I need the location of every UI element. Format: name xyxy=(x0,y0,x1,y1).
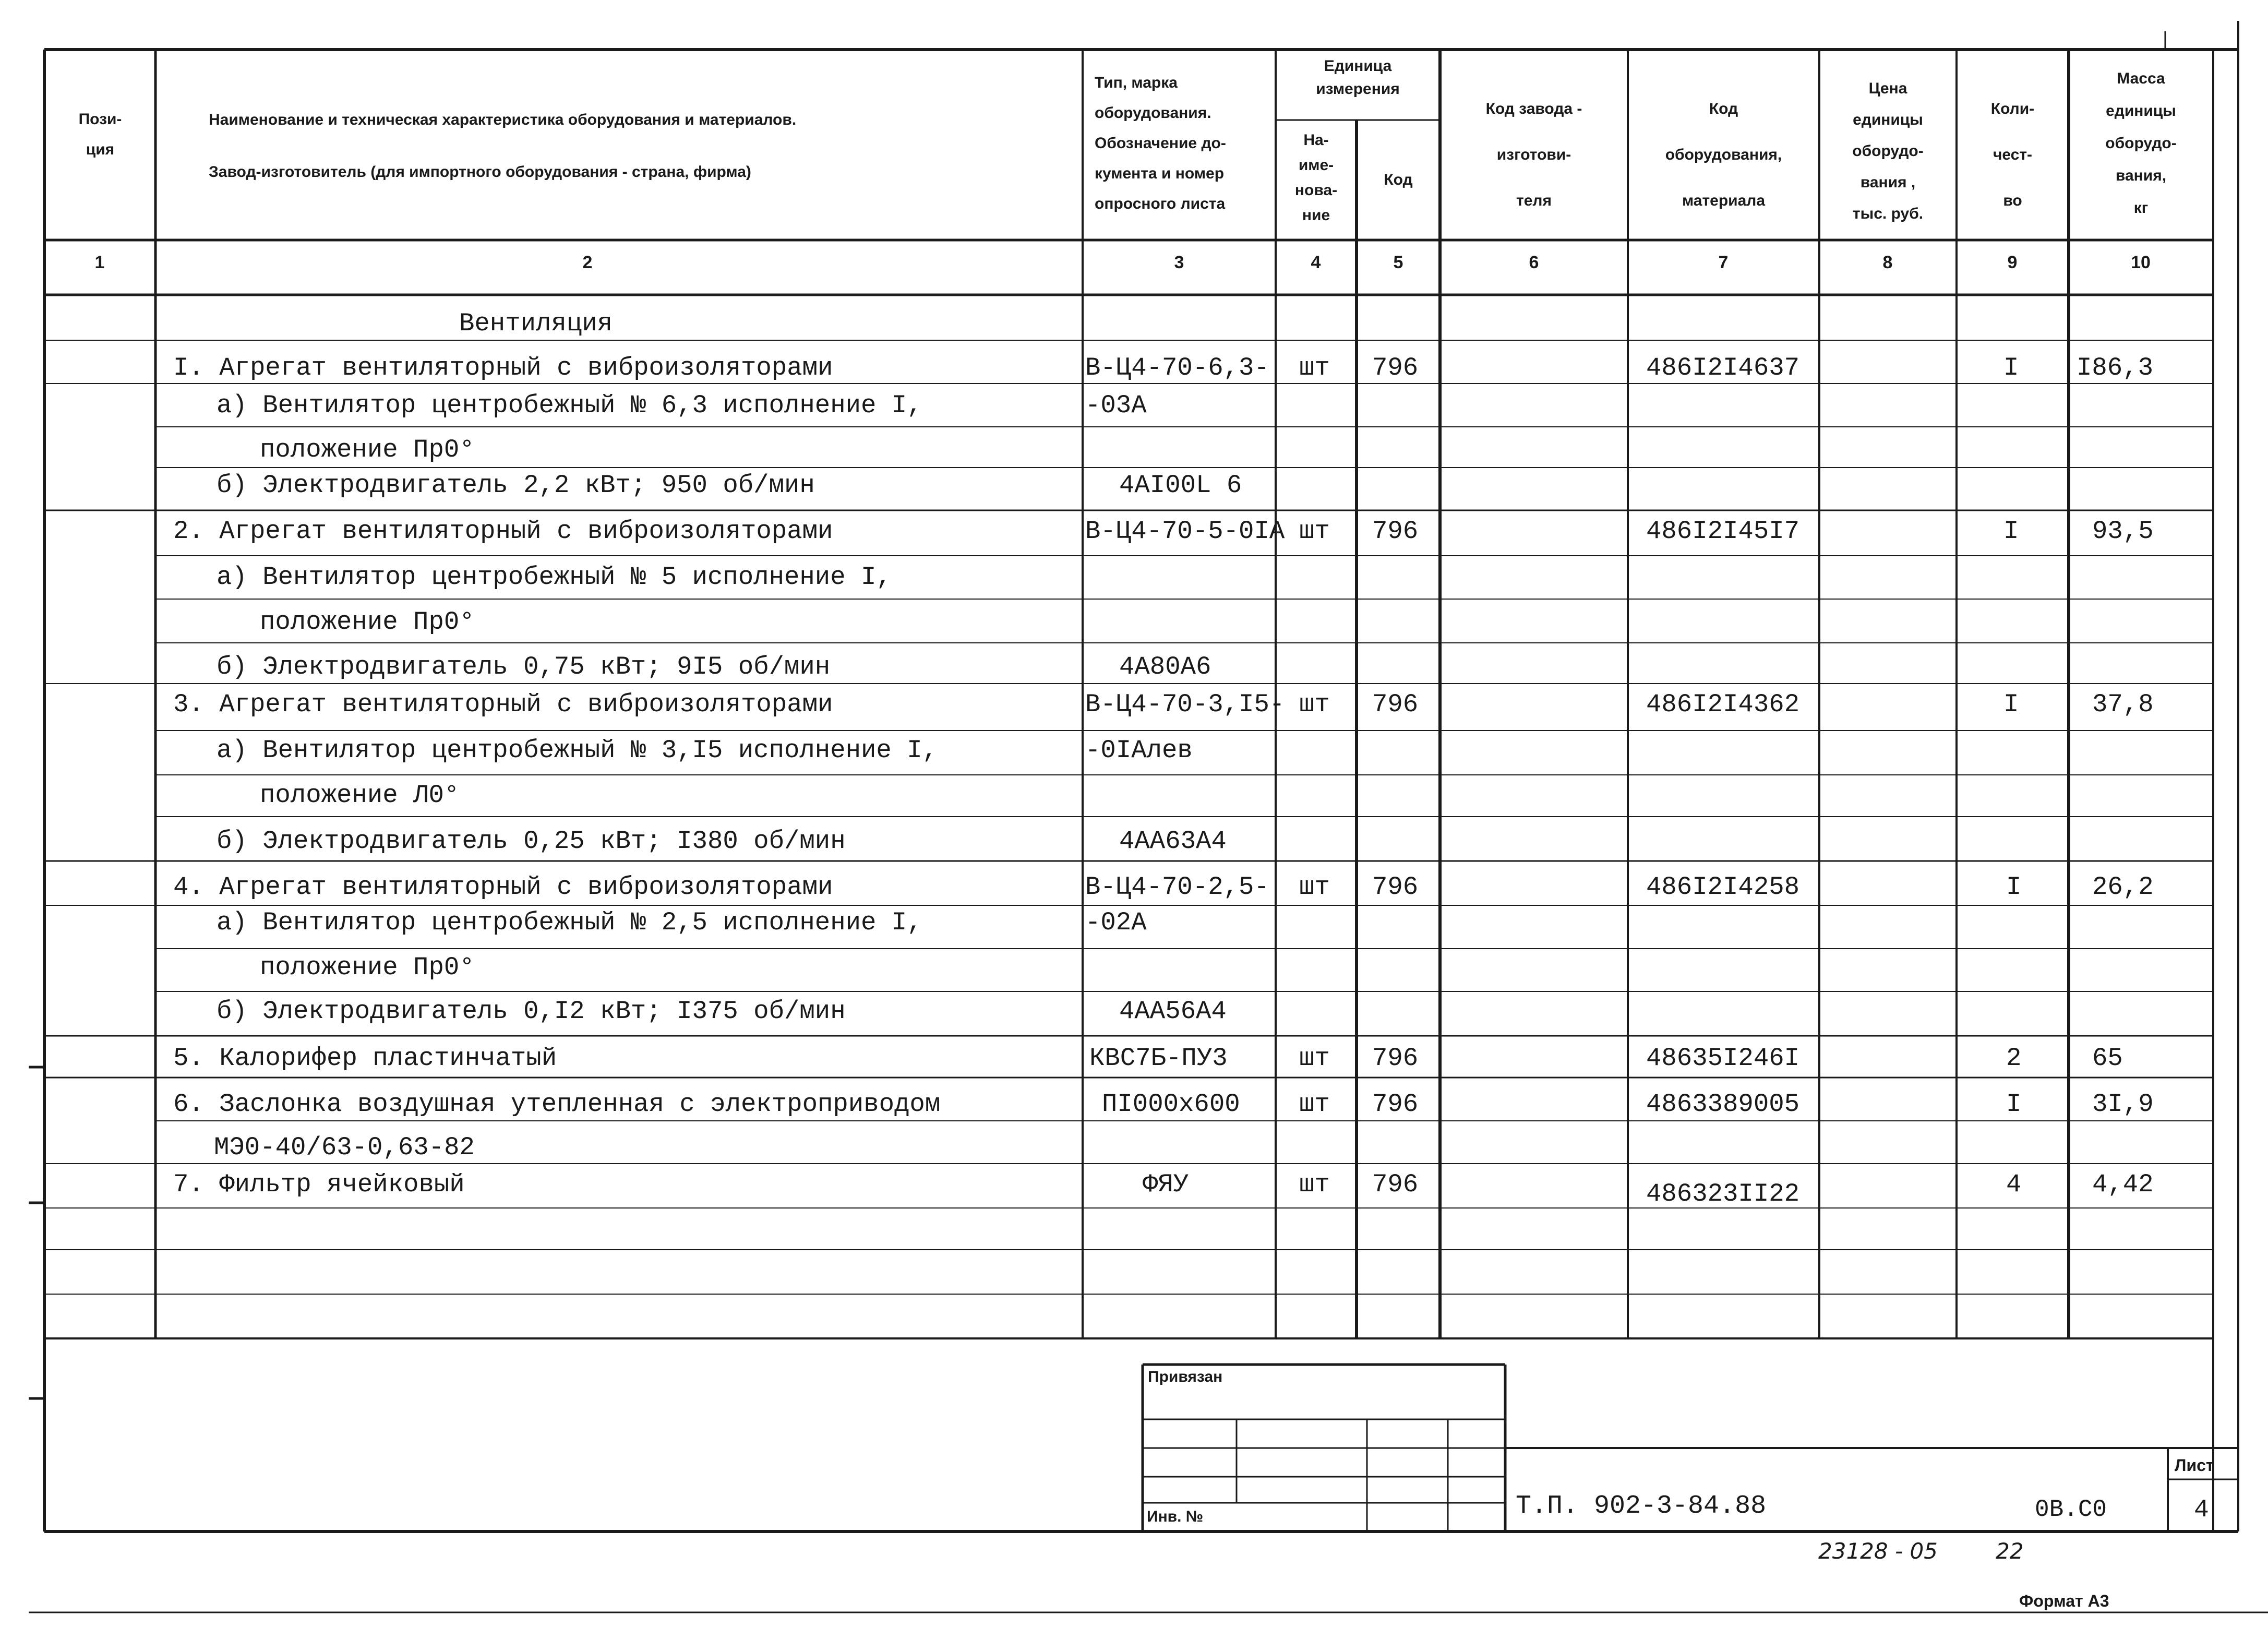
header-col-equipment-code: Код оборудования, материала xyxy=(1665,100,1782,209)
item-quantity: I xyxy=(2003,353,2019,382)
item-type: В-Ц4-70-6,3- xyxy=(1085,353,1269,382)
item-type: -02А xyxy=(1085,908,1147,937)
item-unit: шт xyxy=(1299,1170,1330,1199)
format-label: Формат А3 xyxy=(2019,1592,2109,1610)
stamp-sheet-label: Лист xyxy=(2175,1456,2214,1475)
column-number: 7 xyxy=(1718,253,1729,272)
column-number: 8 xyxy=(1882,253,1893,272)
item-name: 5. Калорифер пластинчатый xyxy=(173,1044,557,1073)
item-mass: 93,5 xyxy=(2092,517,2154,546)
item-equipment-code: 486I2I4637 xyxy=(1646,353,1800,382)
item-equipment-code: 486I2I4258 xyxy=(1646,872,1800,902)
item-name: 7. Фильтр ячейковый xyxy=(173,1170,465,1199)
item-name: положение Пр0° xyxy=(260,953,475,982)
item-unit-code: 796 xyxy=(1372,690,1419,719)
header-col-unit-code: Код xyxy=(1384,171,1413,188)
item-type: ФЯУ xyxy=(1143,1170,1189,1199)
item-name: положение Л0° xyxy=(260,781,460,810)
item-equipment-code: 4863389005 xyxy=(1646,1090,1800,1119)
item-type: 4АА63А4 xyxy=(1119,827,1227,856)
column-number: 4 xyxy=(1311,253,1321,272)
item-quantity: I xyxy=(2003,517,2019,546)
stamp-inventory-label: Инв. № xyxy=(1147,1508,1204,1525)
item-unit: шт xyxy=(1299,872,1330,902)
stamp-sheet-number: 4 xyxy=(2194,1496,2209,1524)
item-quantity: 4 xyxy=(2006,1170,2022,1199)
item-name: б) Электродвигатель 0,75 кВт; 9I5 об/мин xyxy=(217,652,831,681)
column-number: 6 xyxy=(1529,253,1539,272)
item-unit: шт xyxy=(1299,1044,1330,1073)
item-type: В-Ц4-70-3,I5- xyxy=(1085,690,1285,719)
header-col-position: Пози- ция xyxy=(78,111,122,158)
item-mass: 37,8 xyxy=(2092,690,2154,719)
item-name: МЭ0-40/63-0,63-82 xyxy=(214,1133,475,1162)
item-type: ПI000х600 xyxy=(1102,1090,1240,1119)
item-quantity: I xyxy=(2006,872,2022,902)
handwritten-sheet: 22 xyxy=(1996,1538,2024,1564)
column-number: 10 xyxy=(2131,253,2151,272)
item-type: В-Ц4-70-2,5- xyxy=(1085,872,1269,902)
section-title: Вентиляция xyxy=(459,309,613,338)
item-name: а) Вентилятор центробежный № 3,I5 исполнение I, xyxy=(217,736,938,765)
item-unit: шт xyxy=(1299,517,1330,546)
item-type: В-Ц4-70-5-0IА xyxy=(1085,517,1285,546)
item-name: а) Вентилятор центробежный № 5 исполнение I, xyxy=(217,563,892,592)
item-name: 2. Агрегат вентиляторный с виброизоляторами xyxy=(173,517,833,546)
item-name: положение Пр0° xyxy=(260,607,475,637)
item-name: б) Электродвигатель 0,25 кВт; I380 об/мин xyxy=(217,827,846,856)
item-type: 4АА56А4 xyxy=(1119,997,1227,1026)
header-col-type: Тип, марка оборудования. Обозначение до- кумента и номер опросного листа xyxy=(1095,74,1226,212)
item-unit-code: 796 xyxy=(1372,353,1419,382)
header-col-mass: Масса единицы оборудо- вания, кг xyxy=(2105,70,2177,217)
item-unit-code: 796 xyxy=(1372,872,1419,902)
item-unit-code: 796 xyxy=(1372,517,1419,546)
item-unit: шт xyxy=(1299,353,1330,382)
item-equipment-code: 486I2I45I7 xyxy=(1646,517,1800,546)
item-name: б) Электродвигатель 2,2 кВт; 950 об/мин xyxy=(217,471,815,500)
item-equipment-code: 486I2I4362 xyxy=(1646,690,1800,719)
header-col-quantity: Коли- чест- во xyxy=(1990,100,2035,209)
item-name: а) Вентилятор центробежный № 6,3 исполнение I, xyxy=(217,391,922,420)
item-name: а) Вентилятор центробежный № 2,5 исполнение I, xyxy=(217,908,922,937)
column-number: 1 xyxy=(94,253,105,272)
item-unit: шт xyxy=(1299,1090,1330,1119)
item-quantity: I xyxy=(2006,1090,2022,1119)
item-name: 3. Агрегат вентиляторный с виброизоляторами xyxy=(173,690,833,719)
item-quantity: I xyxy=(2003,690,2019,719)
item-quantity: 2 xyxy=(2006,1044,2022,1073)
item-mass: 26,2 xyxy=(2092,872,2154,902)
item-mass: 3I,9 xyxy=(2092,1090,2154,1119)
item-type: -0IАлев xyxy=(1085,736,1193,765)
item-unit-code: 796 xyxy=(1372,1170,1419,1199)
item-type: -03А xyxy=(1085,391,1147,420)
item-equipment-code: 48635I246I xyxy=(1646,1044,1800,1073)
column-number: 2 xyxy=(582,253,593,272)
item-name: положение Пр0° xyxy=(260,435,475,464)
column-number: 5 xyxy=(1393,253,1403,272)
item-mass: 4,42 xyxy=(2092,1170,2154,1199)
handwritten-number: 23128 - 05 xyxy=(1818,1538,1938,1564)
header-col-unit-name: На- име- нова- ние xyxy=(1294,131,1338,224)
item-name: б) Электродвигатель 0,I2 кВт; I375 об/мин xyxy=(217,997,846,1026)
item-name: 4. Агрегат вентиляторный с виброизоляторами xyxy=(173,872,833,902)
item-type: 4А80А6 xyxy=(1119,652,1211,681)
item-mass: 65 xyxy=(2092,1044,2123,1073)
stamp-document-section: 0В.С0 xyxy=(2035,1496,2107,1523)
item-unit-code: 796 xyxy=(1372,1044,1419,1073)
item-unit-code: 796 xyxy=(1372,1090,1419,1119)
header-unit-group: Единица измерения xyxy=(1316,57,1400,98)
header-col-price: Цена единицы оборудо- вания , тыс. руб. xyxy=(1852,80,1924,222)
item-unit: шт xyxy=(1299,690,1330,719)
column-number: 3 xyxy=(1174,253,1184,272)
stamp-document-code: Т.П. 902-3-84.88 xyxy=(1516,1491,1767,1521)
item-mass: I86,3 xyxy=(2077,353,2154,382)
header-col-factory-code: Код завода - изготови- теля xyxy=(1485,100,1582,209)
column-number: 9 xyxy=(2007,253,2018,272)
item-name: 6. Заслонка воздушная утепленная с электроприводом xyxy=(173,1090,941,1119)
stamp-bound-label: Привязан xyxy=(1148,1368,1223,1385)
item-name: I. Агрегат вентиляторный с виброизоляторами xyxy=(173,353,833,382)
item-equipment-code: 486323II22 xyxy=(1646,1179,1800,1209)
item-type: КВС7Б-ПУ3 xyxy=(1089,1044,1228,1073)
item-type: 4АI00L 6 xyxy=(1119,471,1242,500)
header-col-name: Наименование и техническая характеристика оборудования и материалов. Завод-изготовитель (для импортного оборудования - страна, фирма) xyxy=(209,111,797,181)
